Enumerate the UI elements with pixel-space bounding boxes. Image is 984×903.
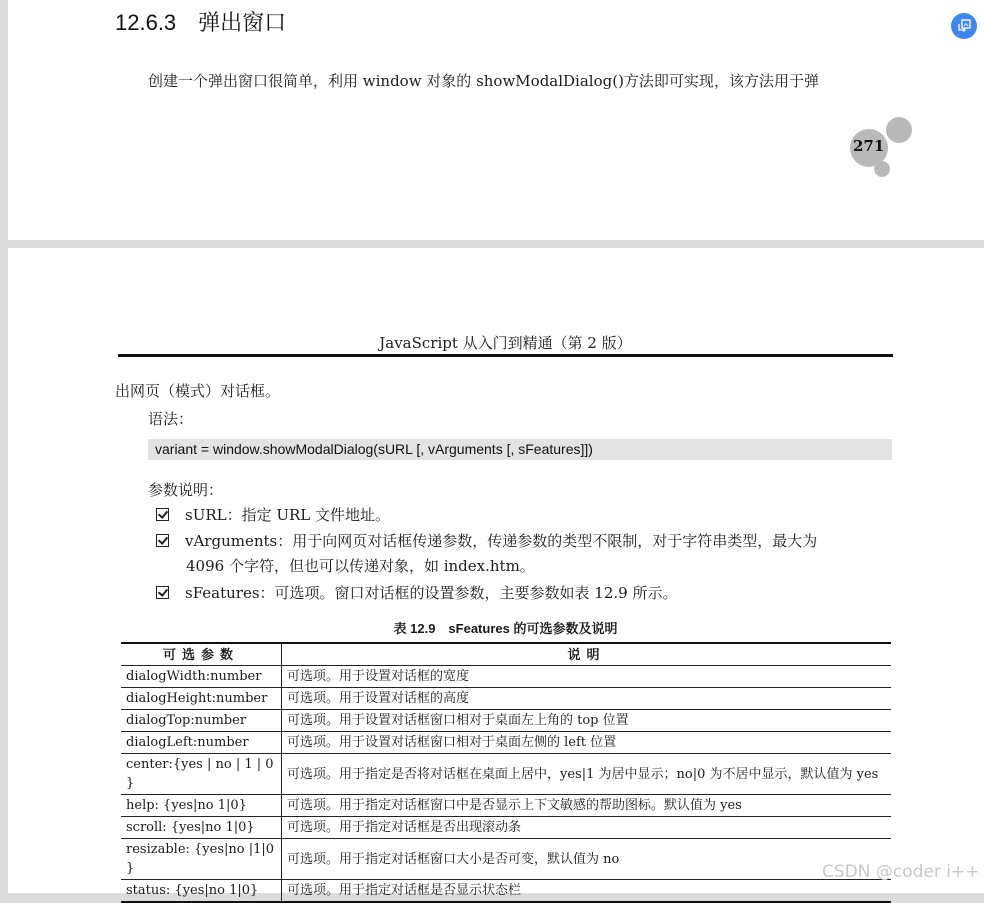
param-desc-cell: 可选项。用于设置对话框的宽度 [282,666,892,688]
param-desc-cell: 可选项。用于指定对话框是否出现滚动条 [282,817,892,839]
syntax-label: 语法： [148,410,194,428]
badge-decoration-circle [874,161,890,177]
header-rule [118,354,893,357]
param-item [156,504,390,525]
image-view-icon [957,19,971,33]
param-desc-cell: 可选项。用于指定对话框是否显示状态栏 [282,880,892,903]
table-row [121,795,891,817]
page-number: 271 [853,137,885,155]
table-row [121,880,891,903]
param-name-cell: help: {yes|no 1|0} [121,795,282,817]
param-desc-cell: 可选项。用于指定对话框窗口中是否显示上下文敏感的帮助图标。默认值为 yes [282,795,892,817]
param-name-cell: dialogWidth:number [121,666,282,688]
table-row [121,817,891,839]
image-view-button[interactable] [951,13,977,39]
continuation-text: 出网页（模式）对话框。 [115,382,281,400]
checkbox-icon [156,508,169,521]
table-row [121,839,891,880]
param-name-cell: scroll: {yes|no 1|0} [121,817,282,839]
param-name-cell: dialogHeight:number [121,688,282,710]
param-desc-cell: 可选项。用于设置对话框的高度 [282,688,892,710]
section-title: 弹出窗口 [198,10,287,35]
section-number: 12.6.3 [115,10,177,35]
params-label: 参数说明： [148,481,224,499]
param-text-continued: 4096 个字符，但也可以传递对象，如 index.htm。 [186,557,535,575]
document-page-top [8,0,984,240]
table-row [121,754,891,795]
section-heading [115,6,286,37]
intro-paragraph: 创建一个弹出窗口很简单，利用 window 对象的 showModalDialog()方法即可实现，该方法用于弹 [148,72,819,90]
table-header-cell: 可选参数 [121,643,282,666]
param-name-cell: center:{yes | no | 1 | 0 } [121,754,282,795]
param-desc-cell: 可选项。用于指定是否将对话框在桌面上居中，yes|1 为居中显示；no|0 为不居中显示，默认值为 yes [282,754,892,795]
document-page-bottom [8,248,984,898]
table-row [121,666,891,688]
param-desc-cell: 可选项。用于设置对话框窗口相对于桌面左侧的 left 位置 [282,732,892,754]
param-name-cell: dialogLeft:number [121,732,282,754]
checkbox-icon [156,534,169,547]
param-text: sFeatures：可选项。窗口对话框的设置参数，主要参数如表 12.9 所示。 [185,584,678,602]
table-row [121,688,891,710]
param-item [156,530,817,576]
table-header-cell: 说明 [282,643,892,666]
features-table [121,642,891,903]
param-name-cell: dialogTop:number [121,710,282,732]
param-desc-cell: 可选项。用于指定对话框窗口大小是否可变，默认值为 no [282,839,892,880]
table-row [121,732,891,754]
watermark: CSDN @coder i++ [822,862,980,882]
table-header-row [121,643,891,666]
code-block: variant = window.showModalDialog(sURL [, vArguments [, sFeatures]]) [148,439,892,460]
table-row [121,710,891,732]
checkbox-icon [156,586,169,599]
param-text: sURL：指定 URL 文件地址。 [185,506,391,524]
running-header: JavaScript 从入门到精通（第 2 版） [379,334,632,352]
param-name-cell: status: {yes|no 1|0} [121,880,282,903]
page-number-badge [846,117,916,182]
param-text: vArguments：用于向网页对话框传递参数，传递参数的类型不限制，对于字符串类型，最大为 [185,532,818,550]
param-name-cell: resizable: {yes|no |1|0 } [121,839,282,880]
table-caption: 表 12.9 sFeatures 的可选参数及说明 [393,621,618,636]
param-desc-cell: 可选项。用于设置对话框窗口相对于桌面左上角的 top 位置 [282,710,892,732]
param-item [156,582,677,603]
